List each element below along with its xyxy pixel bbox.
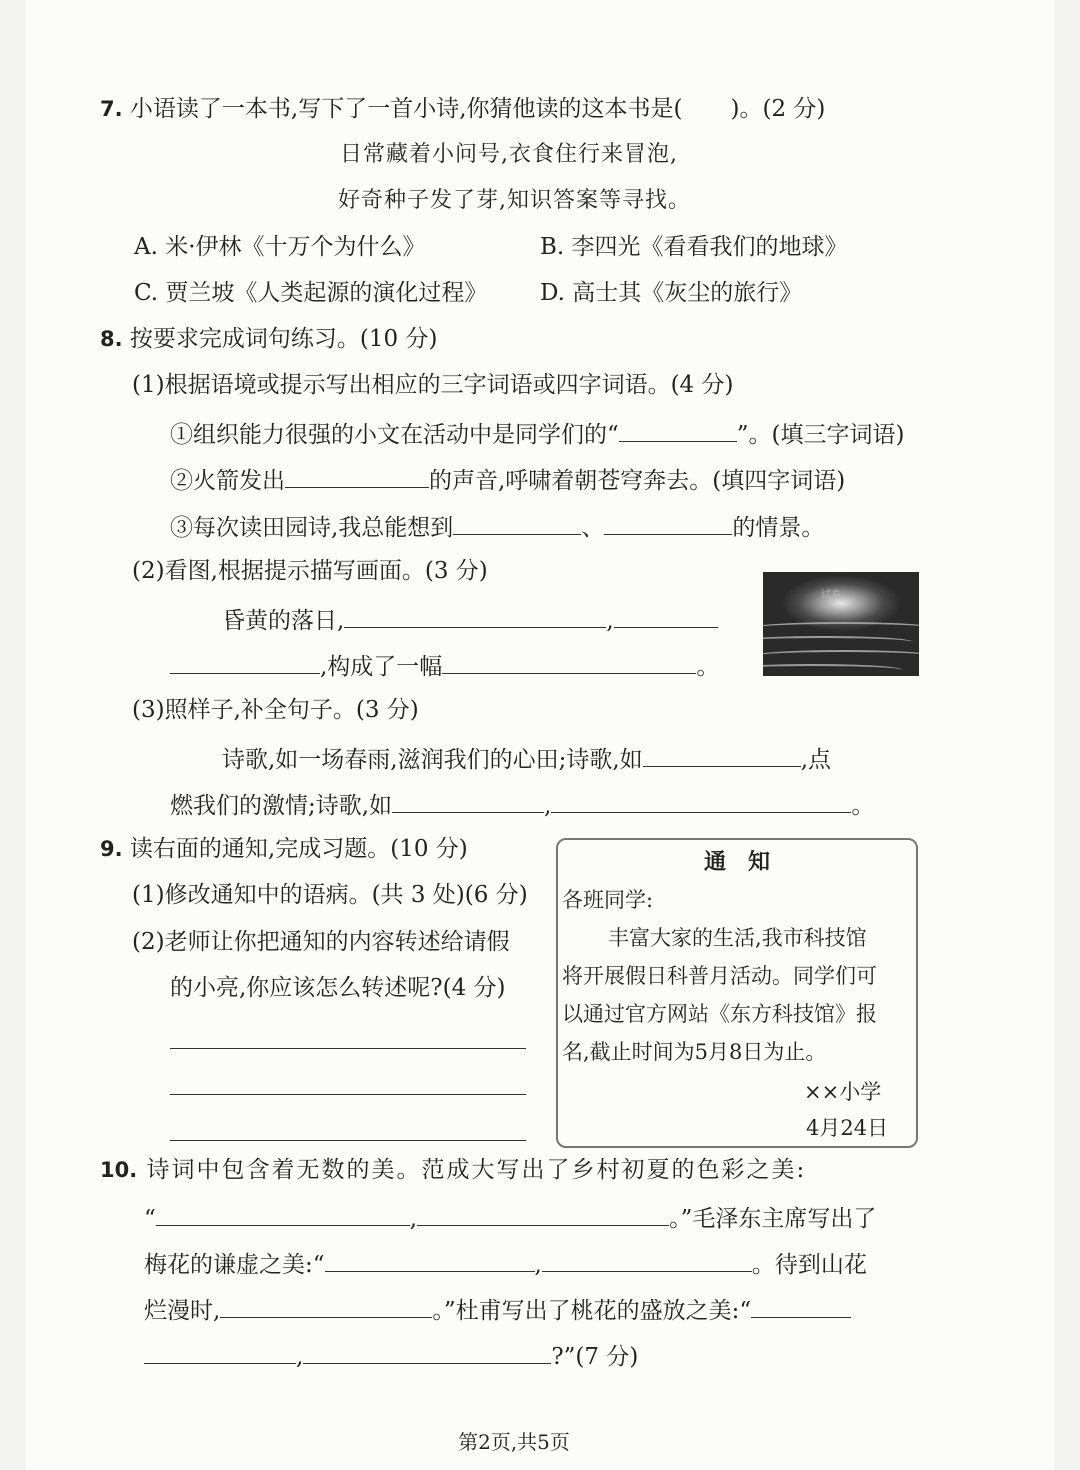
q8-stem-line [100,324,437,354]
q8-item3-end: 的情景。 [732,515,825,541]
q7-stem: 小语读了一本书,写下了一首小诗,你猜他读的这本书是( [129,96,683,122]
q10-blank-7[interactable] [144,1339,296,1364]
photo-watermark: 试卷 [821,590,841,601]
q9-part2-line-2: 的小亮,你应该怎么转述呢?(4 分) [170,975,506,1001]
q8-item3-text: ③每次读田园诗,我总能想到 [170,515,454,541]
q8-part3-sep: , [544,793,552,819]
notice-box [556,838,918,1148]
q8-item3 [170,510,824,543]
q8-part3-line-2 [170,788,874,821]
q8-part2-sep: , [606,608,614,634]
notice-title: 通 知 [704,849,771,875]
q7-stem-line [100,94,825,124]
q9-stem: 读右面的通知,完成习题。(10 分) [129,836,468,862]
q9-part2-line-1: (2)老师让你把通知的内容转述给请假 [132,929,510,955]
q10-line2-end: 。”毛泽东主席写出了 [669,1206,877,1232]
q8-part3-title: (3)照样子,补全句子。(3 分) [132,697,419,723]
q10-sep-3: , [296,1344,304,1370]
q10-line-5 [144,1339,638,1372]
notice-date: 4月24日 [806,1116,889,1140]
notice-body-line-1: 丰富大家的生活,我市科技馆 [608,926,867,950]
q7-stem-end: )。(2 分) [730,96,826,122]
q8-item1-text: ①组织能力很强的小文在活动中是同学们的“ [170,422,619,448]
q10-line3-text: 梅花的谦虚之美:“ [144,1252,325,1278]
q8-part3-blank-2[interactable] [392,788,544,813]
q10-line-1 [100,1155,806,1185]
q7-option-a[interactable]: A. 米·伊林《十万个为什么》 [134,234,426,260]
q8-part3-line-1 [222,742,831,775]
page-number-footer: 第2页,共5页 [458,1430,570,1454]
q10-line1-text: 诗词中包含着无数的美。范成大写出了乡村初夏的色彩之美: [146,1157,807,1183]
q7-option-d[interactable]: D. 高士其《灰尘的旅行》 [540,280,803,306]
sunset-photo [763,572,919,676]
q7-number: 7. [100,97,123,121]
notice-greeting: 各班同学: [562,888,654,912]
q10-line-3 [144,1247,867,1280]
q8-part2-blank-3[interactable] [170,649,320,674]
q8-part2-title: (2)看图,根据提示描写画面。(3 分) [132,558,488,584]
q8-part3-line2-text: 燃我们的激情;诗歌,如 [170,793,393,819]
q8-part2-blank-2[interactable] [614,603,718,628]
q10-blank-3[interactable] [325,1247,535,1272]
q7-option-b[interactable]: B. 李四光《看看我们的地球》 [540,234,848,260]
q8-part2-blank-4[interactable] [442,649,696,674]
q8-part2-line-1 [222,603,718,636]
q8-part3-line1-end: ,点 [800,747,831,773]
notice-body-line-4: 名,截止时间为5月8日为止。 [562,1040,827,1064]
river-band [763,650,919,662]
q10-blank-1[interactable] [156,1201,410,1226]
q9-number: 9. [100,837,123,861]
q8-part2-line2-end: 。 [696,654,720,680]
q10-blank-5[interactable] [220,1293,432,1318]
q8-item2-text: ②火箭发出 [170,468,285,494]
q9-part1: (1)修改通知中的语病。(共 3 处)(6 分) [132,882,528,908]
q10-line5-end: ?”(7 分) [551,1344,639,1370]
q10-line4-end: 。”杜甫写出了桃花的盛放之美:“ [432,1298,752,1324]
q8-part3-line1-text: 诗歌,如一场春雨,滋润我们的心田;诗歌,如 [222,747,643,773]
q7-poem-line-1: 日常藏着小问号,衣食住行来冒泡, [340,142,678,167]
q8-part3-line2-end: 。 [851,793,875,819]
q7-poem-line-2: 好奇种子发了芽,知识答案等寻找。 [338,188,691,213]
q10-blank-8[interactable] [303,1339,551,1364]
q10-blank-6[interactable] [751,1293,851,1318]
river-band [763,622,919,634]
q10-line-2 [144,1201,876,1234]
q10-open-quote: “ [144,1206,156,1232]
q10-blank-4[interactable] [542,1247,752,1272]
q8-item1-blank[interactable] [619,417,737,442]
q8-item2-blank[interactable] [285,463,429,488]
q10-sep-1: , [409,1206,418,1232]
q8-item1-hint: ”。(填三字词语) [736,422,905,448]
q8-item3-sep: 、 [581,515,605,541]
q8-part2-line2-text: ,构成了一幅 [320,654,443,680]
q7-option-c[interactable]: C. 贾兰坡《人类起源的演化过程》 [134,280,488,306]
notice-body-line-2: 将开展假日科普月活动。同学们可 [562,964,877,988]
q10-line-4 [144,1293,851,1326]
q8-part2-line-2 [170,649,719,682]
q9-stem-line [100,834,468,864]
q10-blank-2[interactable] [417,1201,669,1226]
q8-item1 [170,417,904,450]
q10-number: 10. [100,1158,138,1182]
q8-part1-title: (1)根据语境或提示写出相应的三字词语或四字词语。(4 分) [132,372,734,398]
notice-body-line-3: 以通过官方网站《东方科技馆》报 [562,1002,877,1026]
q8-item3-blank-1[interactable] [453,510,581,535]
q8-part3-blank-3[interactable] [551,788,851,813]
q8-number: 8. [100,327,123,351]
q9-answer-line-2[interactable] [170,1094,526,1095]
q10-line4-text: 烂漫时, [144,1298,221,1324]
q8-part2-line1-text: 昏黄的落日, [222,608,345,634]
q10-sep-2: , [534,1252,542,1278]
q8-item3-blank-2[interactable] [604,510,732,535]
q8-part3-blank-1[interactable] [643,742,801,767]
q8-item2-hint: 的声音,呼啸着朝苍穹奔去。(填四字词语) [429,468,846,494]
river-band [763,636,913,648]
river-band [763,664,903,676]
q9-answer-line-1[interactable] [170,1048,526,1049]
q8-stem: 按要求完成词句练习。(10 分) [129,326,438,352]
notice-signature: ××小学 [804,1080,882,1104]
q8-part2-blank-1[interactable] [344,603,606,628]
q8-item2 [170,463,845,496]
q9-answer-line-3[interactable] [170,1140,526,1141]
q10-line3-end: 。待到山花 [751,1252,867,1278]
